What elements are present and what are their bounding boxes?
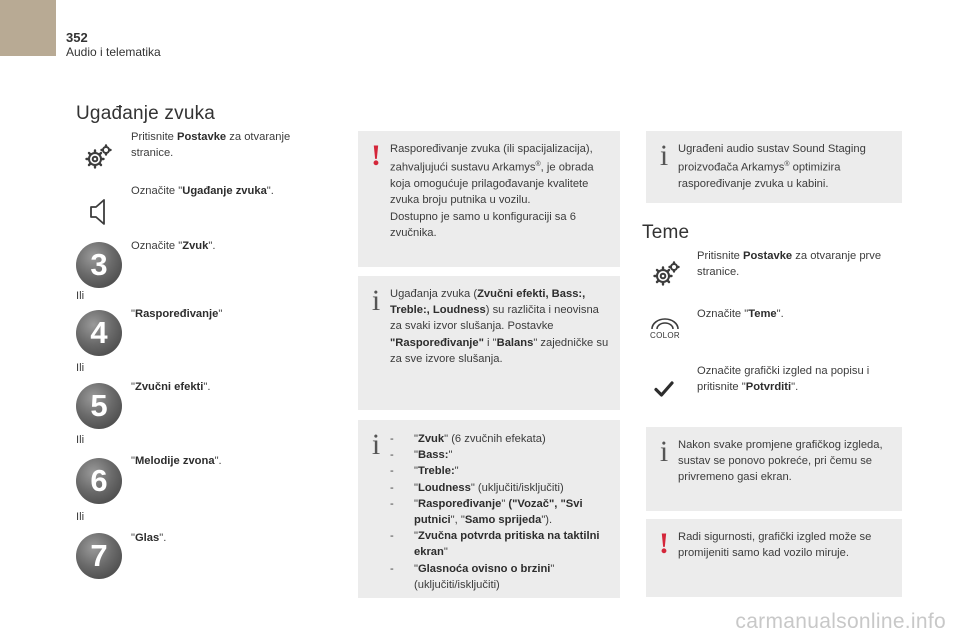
step-voice: "Glas".: [131, 532, 167, 544]
or-label: Ili: [76, 434, 85, 446]
info-icon: i: [371, 428, 381, 461]
step-number-badge: 5: [76, 383, 122, 429]
chapter-title: Audio i telematika: [66, 45, 161, 59]
color-label: COLOR: [650, 331, 680, 340]
settings-gear-icon: [648, 260, 682, 290]
corner-tab: [0, 0, 56, 56]
warning-note-text: Raspoređivanje zvuka (ili spacijalizacija), zahvaljujući sustavu Arkamys®, je obrada koja omogućuje prilagođavanje kvalitete zvuka broju putnika u vozilu. Dostupno je samo u konfiguraciji sa 6 zvučnika.: [390, 143, 594, 239]
list-item: - "Treble:": [390, 463, 612, 479]
step-select-themes: Označite "Teme".: [697, 308, 784, 320]
checkmark-icon: [652, 378, 676, 400]
step-select-sound: Označite "Zvuk".: [131, 240, 216, 252]
section-title-sound: Ugađanje zvuka: [76, 103, 216, 124]
list-item: - "Raspoređivanje" ("Vozač", "Svi putnici", "Samo sprijeda").: [390, 496, 612, 528]
warning-note-text: Radi sigurnosti, grafički izgled može se promijeniti samo kad vozilo miruje.: [678, 531, 872, 560]
info-note-settings: [358, 276, 620, 410]
step-select-sound-tuning: Označite "Ugađanje zvuka".: [131, 185, 274, 197]
list-item: - "Bass:": [390, 447, 612, 463]
step-number-badge: 3: [76, 242, 122, 288]
settings-gear-icon: [80, 143, 114, 173]
step-number-badge: 6: [76, 458, 122, 504]
step-open-settings-themes: Pritisnite Postavke za otvaranje prve stranice.: [697, 250, 882, 278]
info-note-text: Ugrađeni audio sustav Sound Staging proizvođača Arkamys® optimizira raspoređivanje zvuka u kabini.: [678, 143, 866, 191]
step-number-badge: 4: [76, 310, 122, 356]
or-label: Ili: [76, 362, 85, 374]
list-item: - "Zvučna potvrda pritiska na taktilni ekran": [390, 528, 612, 560]
or-label: Ili: [76, 511, 85, 523]
info-icon: i: [659, 435, 669, 468]
step-number-badge: 7: [76, 533, 122, 579]
warning-icon: !: [371, 139, 381, 172]
page-number: 352: [66, 30, 88, 45]
speaker-icon: [86, 195, 112, 229]
watermark: carmanualsonline.info: [735, 610, 946, 633]
info-note-sound-staging: [646, 131, 902, 203]
list-item: - "Zvuk" (6 zvučnih efekata): [390, 431, 612, 447]
section-title-themes: Teme: [642, 222, 690, 243]
step-distribution: "Raspoređivanje": [131, 308, 223, 320]
warning-note-distribution: [358, 131, 620, 267]
step-ringtones: "Melodije zvona".: [131, 455, 222, 467]
info-icon: i: [371, 284, 381, 317]
info-icon: i: [659, 139, 669, 172]
info-note-text: Ugađanja zvuka (Zvučni efekti, Bass:, Treble:, Loudness) su različita i neovisna za svaki izvor slušanja. Postavke "Raspoređivanje" i "Balans" zajedničke su za sve izvore slušanja.: [390, 288, 609, 365]
info-note-text: Nakon svake promjene grafičkog izgleda, sustav se ponovo pokreće, pri čemu se privremeno gasi ekran.: [678, 439, 883, 484]
warning-icon: !: [659, 527, 669, 560]
or-label: Ili: [76, 290, 85, 302]
step-select-graphic-layout: Označite grafički izgled na popisu i pritisnite "Potvrditi".: [697, 365, 870, 393]
warning-note-safety: [646, 519, 902, 597]
list-item: - "Loudness" (uključiti/isključiti): [390, 480, 612, 496]
info-note-restart: [646, 427, 902, 511]
step-sound-effects: "Zvučni efekti".: [131, 381, 211, 393]
info-note-options-list: [358, 420, 620, 598]
step-open-settings: Pritisnite Postavke za otvaranje stranice.: [131, 131, 291, 159]
list-item: - "Glasnoća ovisno o brzini" (uključiti/isključiti): [390, 561, 612, 593]
options-list: [390, 431, 612, 593]
color-theme-icon: [642, 316, 688, 342]
